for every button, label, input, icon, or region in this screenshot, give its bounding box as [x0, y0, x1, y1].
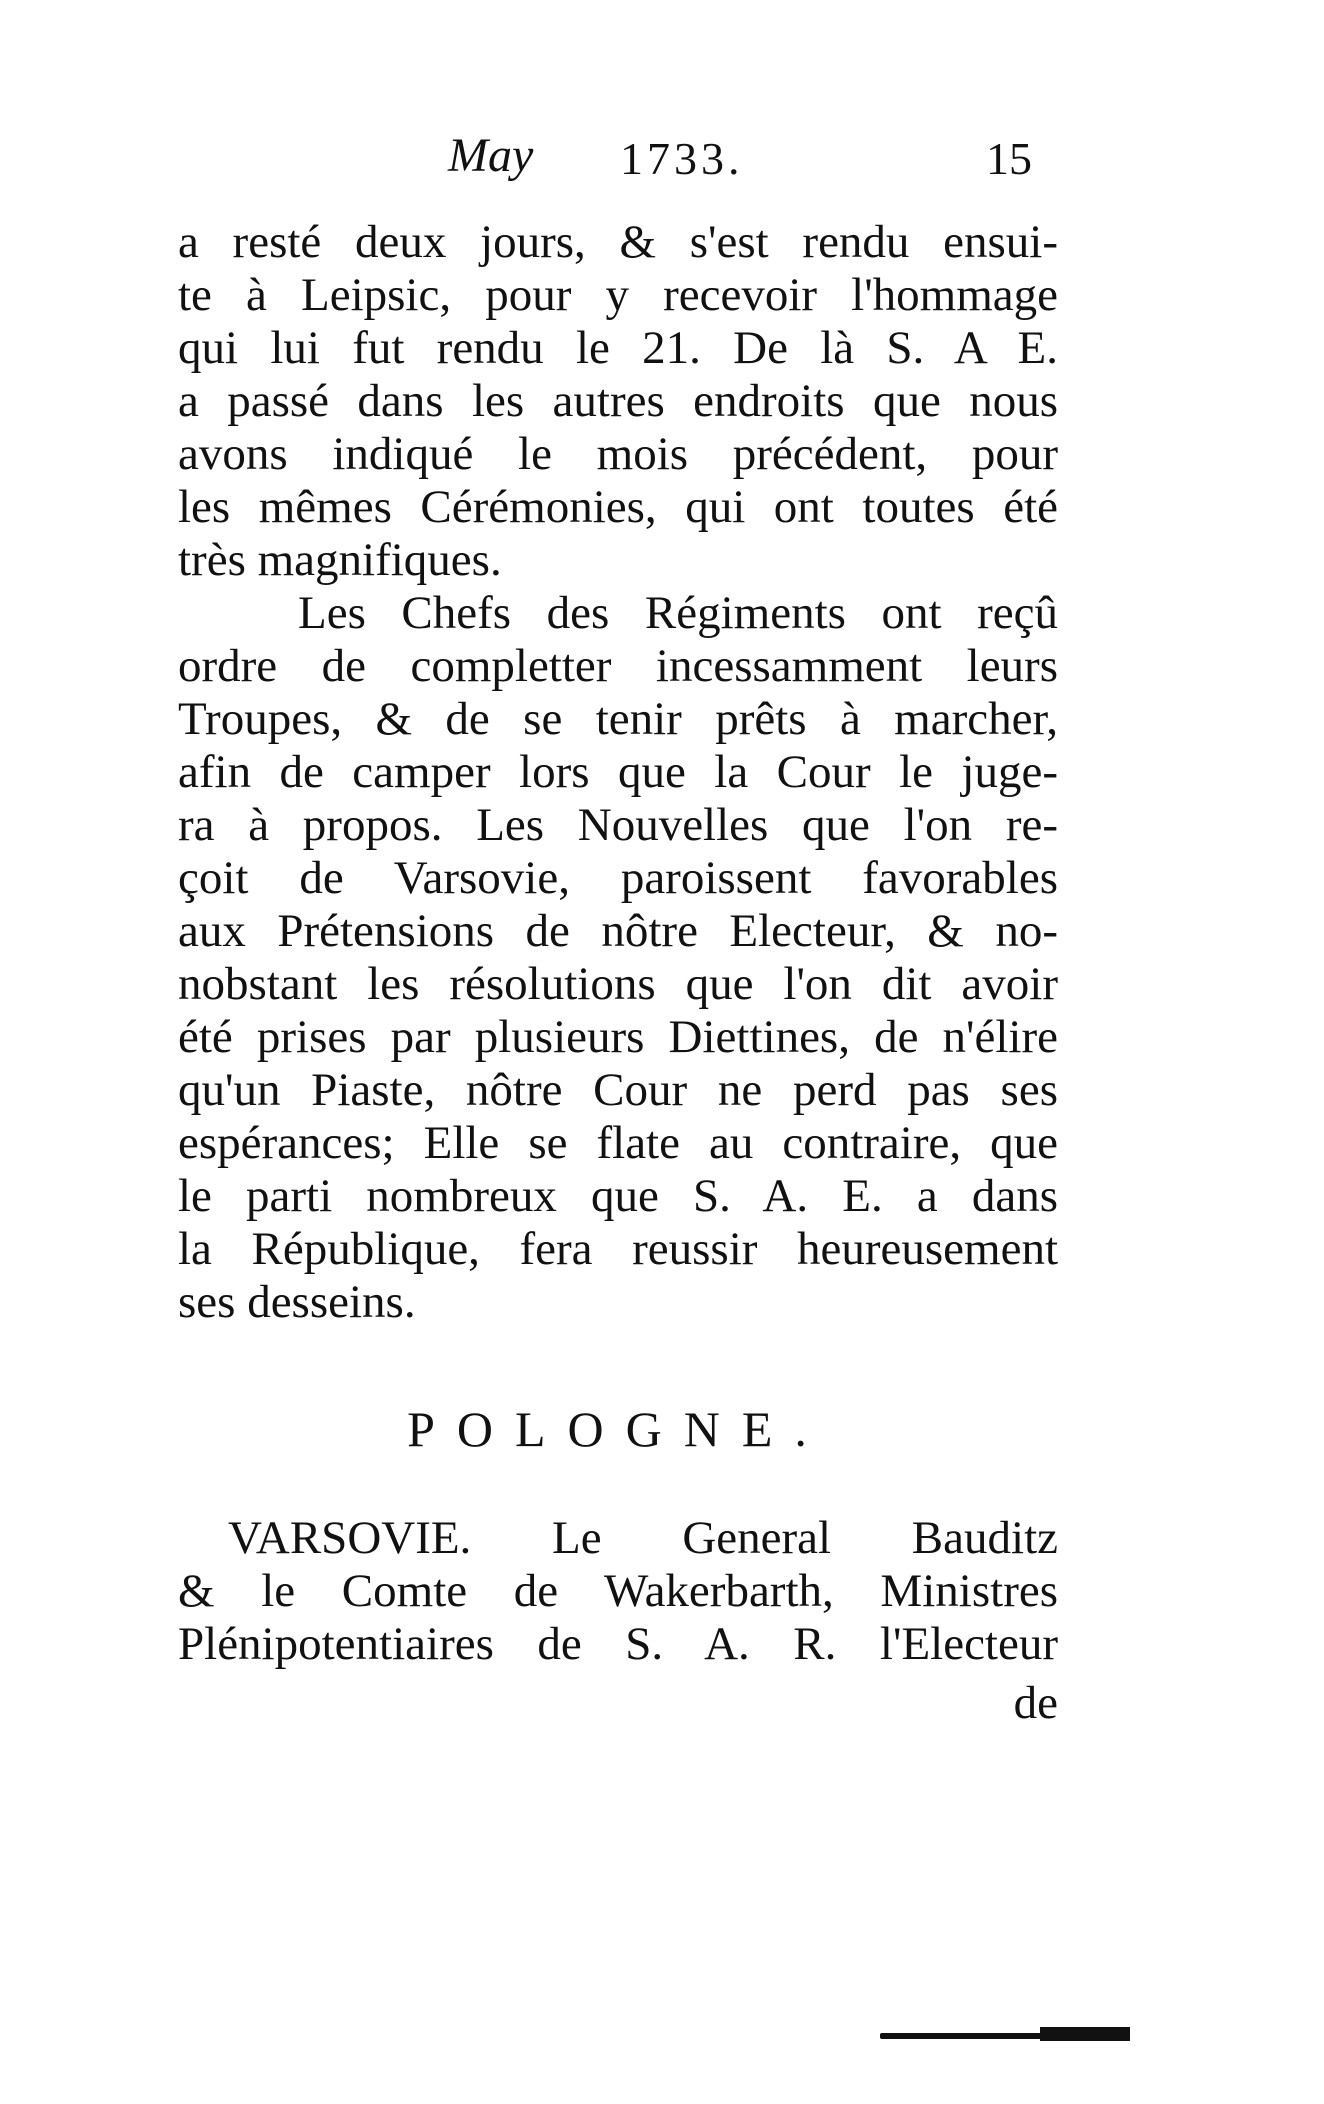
paragraph-3 — [178, 1510, 1058, 1669]
text-line: très magnifiques. — [178, 534, 502, 586]
body-text — [178, 216, 1058, 1329]
text-line: & le Comte de Wakerbarth, Ministres — [178, 1565, 1058, 1617]
text-line: te à Leipsic, pour y recevoir l'hommage — [178, 269, 1058, 321]
running-head-title: May — [448, 129, 534, 182]
text-line: Troupes, & de se tenir prêts à marcher, — [178, 693, 1058, 745]
text-line: a passé dans les autres endroits que nous — [178, 375, 1058, 427]
text-line: ses desseins. — [178, 1276, 416, 1328]
running-head-year: 1733. — [620, 133, 744, 184]
section-heading: POLOGNE. — [407, 1401, 829, 1457]
running-head — [178, 118, 1058, 198]
text-line: aux Prétensions de nôtre Electeur, & no- — [178, 905, 1058, 957]
paragraph-1 — [178, 216, 1058, 587]
text-line: VARSOVIE. Le General Bauditz — [228, 1512, 1058, 1564]
paragraph-2 — [178, 587, 1058, 1329]
text-line: les mêmes Cérémonies, qui ont toutes été — [178, 481, 1058, 533]
text-line: espérances; Elle se flate au contraire, que — [178, 1117, 1058, 1169]
text-line: été prises par plusieurs Diettines, de n'élire — [178, 1011, 1058, 1063]
text-line: çoit de Varsovie, paroissent favorables — [178, 852, 1058, 904]
text-line: avons indiqué le mois précédent, pour — [178, 428, 1058, 480]
text-line: le parti nombreux que S. A. E. a dans — [178, 1170, 1058, 1222]
text-line: Plénipotentiaires de S. A. R. l'Electeur — [178, 1618, 1058, 1670]
text-line: ordre de completter incessamment leurs — [178, 640, 1058, 692]
text-line: afin de camper lors que la Cour le juge- — [178, 746, 1058, 798]
text-line: a resté deux jours, & s'est rendu ensui- — [178, 216, 1058, 268]
text-line: la République, fera reussir heureusement — [178, 1223, 1058, 1275]
text-line: nobstant les résolutions que l'on dit avoir — [178, 958, 1058, 1010]
text-line: ra à propos. Les Nouvelles que l'on re- — [178, 799, 1058, 851]
text-line: Les Chefs des Régiments ont reçû — [298, 587, 1058, 639]
text-line: qu'un Piaste, nôtre Cour ne perd pas ses — [178, 1064, 1058, 1116]
page-number: 15 — [986, 133, 1032, 184]
bottom-rule — [880, 2033, 1130, 2039]
text-line: qui lui fut rendu le 21. De là S. A E. — [178, 322, 1058, 374]
catchword: de — [1013, 1677, 1058, 1729]
